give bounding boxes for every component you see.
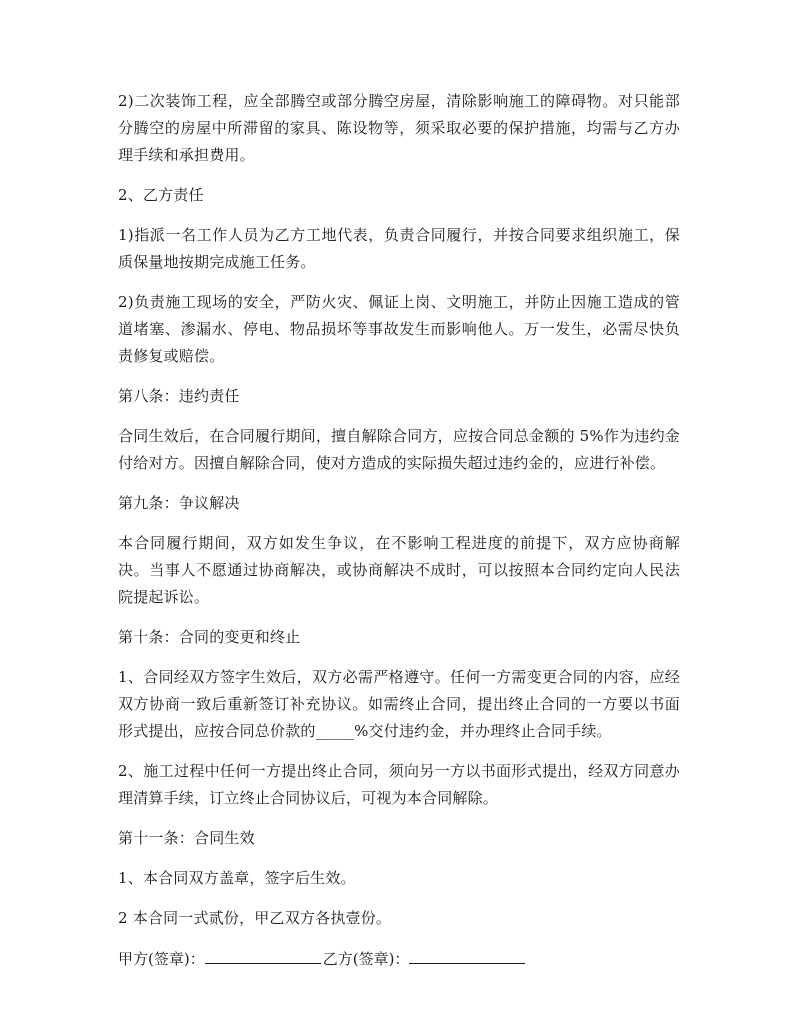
article-10-item-1-text: 1、合同经双方签字生效后，双方必需严格遵守。任何一方需变更合同的内容，应经双方协商一致后重新签订补充协议。如需终止合同，提出终止合同的一方要以书面形式提出，应按合同总价款的_____%交付违约金，并办理终止合同手续。	[118, 668, 680, 740]
article-11-item-2-text: 2 本合同一式贰份，甲乙双方各执壹份。	[118, 909, 392, 927]
article-8-text: 合同生效后，在合同履行期间，擅自解除合同方，应按合同总金额的 5%作为违约金付给对方。因擅自解除合同，使对方造成的实际损失超过违约金的，应进行补偿。	[118, 427, 680, 472]
article-8-heading: 第八条：违约责任	[118, 387, 240, 405]
document-page	[118, 88, 680, 973]
article-11-heading: 第十一条：合同生效	[118, 829, 255, 847]
party-a-signature-label: 甲方(签章)：	[118, 950, 205, 968]
party-b-signature-label: 乙方(签章)：	[322, 950, 410, 968]
article-10-heading: 第十条：合同的变更和终止	[118, 628, 301, 646]
article-11-item-1-text: 1、本合同双方盖章，签字后生效。	[118, 869, 356, 887]
article-9-text: 本合同履行期间，双方如发生争议，在不影响工程进度的前提下，双方应协商解决。当事人不愿通过协商解决，或协商解决不成时，可以按照本合同约定向人民法院提起诉讼。	[118, 534, 680, 606]
party-b-duty-2-text: 2)负责施工现场的安全，严防火灾、佩证上岗、文明施工，并防止因施工造成的管道堵塞、渗漏水、停电、物品损坏等事故发生而影响他人。万一发生，必需尽快负责修复或赔偿。	[118, 293, 680, 365]
party-b-signature-line[interactable]	[409, 945, 525, 964]
signature-row	[118, 945, 680, 973]
article-10-item-2-text: 2、施工过程中任何一方提出终止合同，须向另一方以书面形式提出，经双方同意办理清算手续，订立终止合同协议后，可视为本合同解除。	[118, 762, 680, 807]
party-b-responsibility-heading: 2、乙方责任	[118, 186, 204, 204]
party-a-signature-line[interactable]	[205, 945, 321, 964]
party-b-duty-1-text: 1)指派一名工作人员为乙方工地代表，负责合同履行，并按合同要求组织施工，保质保量地按期完成施工任务。	[118, 226, 680, 271]
clause-2-demolition-text: 2)二次装饰工程，应全部腾空或部分腾空房屋，清除影响施工的障碍物。对只能部分腾空的房屋中所滞留的家具、陈设物等，须采取必要的保护措施，均需与乙方办理手续和承担费用。	[118, 92, 680, 164]
article-9-heading: 第九条：争议解决	[118, 494, 240, 512]
